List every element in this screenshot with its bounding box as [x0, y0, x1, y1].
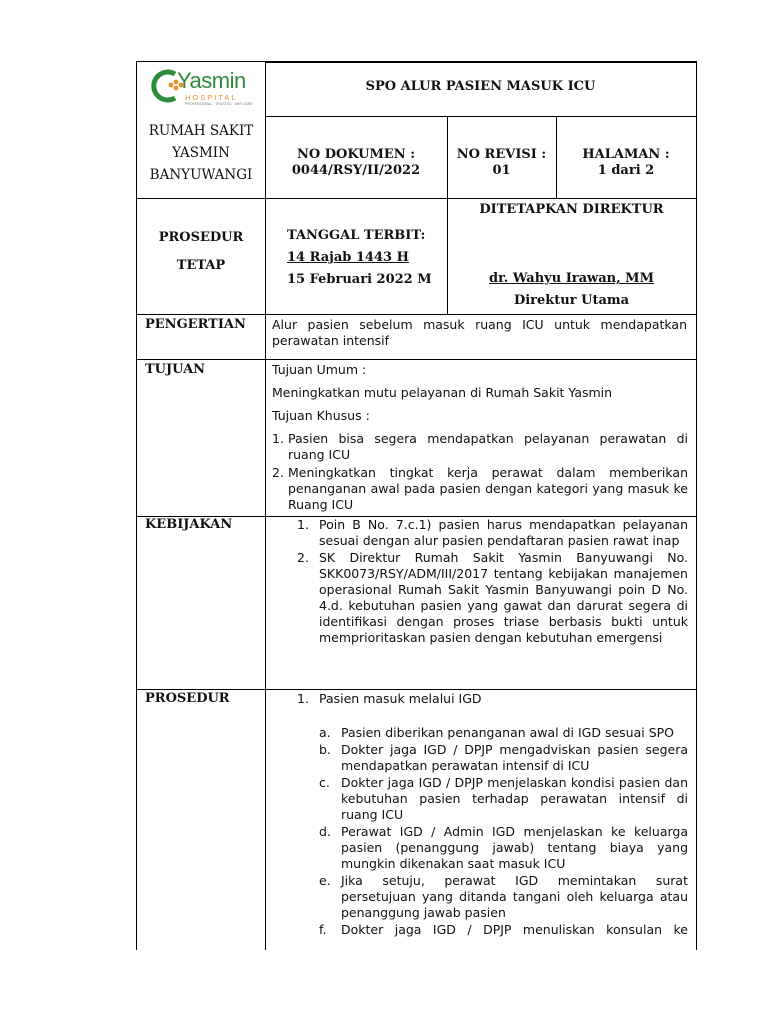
list-item — [319, 873, 688, 921]
list-item — [272, 465, 688, 513]
hospital-name-line: RUMAH SAKIT — [148, 123, 254, 139]
tujuan-khusus-list — [272, 431, 688, 513]
list-item-number: 1. — [272, 431, 284, 446]
section-label-prosedur: PROSEDUR — [145, 691, 230, 706]
hospital-name-line: BANYUWANGI — [149, 167, 253, 183]
list-item-text: Dokter jaga IGD / DPJP menjelaskan kondisi pasien dan kebutuhan pasien terhadap perawatan intensif di ruang ICU — [341, 775, 688, 822]
list-item — [297, 517, 688, 549]
page-number — [556, 147, 696, 179]
row-divider — [137, 359, 696, 360]
list-item-text: Dokter jaga IGD / DPJP menuliskan konsulan ke — [341, 922, 688, 937]
hospital-name-line: YASMIN — [172, 145, 230, 161]
kebijakan-list — [297, 517, 688, 646]
revision-label: NO REVISI : — [456, 147, 547, 162]
logo-subtitle: HOSPITAL — [185, 93, 238, 102]
list-item — [319, 922, 688, 938]
hospital-name — [137, 120, 265, 186]
tujuan-content — [272, 362, 688, 513]
director-name: dr. Wahyu Irawan, MM — [489, 271, 654, 286]
row-divider — [137, 689, 696, 690]
issue-date — [287, 225, 447, 291]
row-divider — [137, 198, 696, 199]
prosedur-content — [297, 691, 688, 938]
doc-number-label: NO DOKUMEN : — [296, 147, 415, 162]
approved-by-label: DITETAPKAN DIREKTUR — [479, 202, 664, 217]
title-divider — [265, 116, 696, 117]
director-title: Direktur Utama — [513, 293, 630, 308]
page-label: HALAMAN : — [582, 147, 670, 162]
doc-number-value: 0044/RSY/II/2022 — [291, 163, 421, 178]
list-item — [272, 431, 688, 463]
row-divider — [265, 62, 696, 63]
issue-date-label: TANGGAL TERBIT: — [287, 228, 426, 243]
revision-value: 01 — [492, 163, 511, 178]
list-item-text: Pasien diberikan penanganan awal di IGD sesuai SPO — [341, 725, 675, 740]
issue-date-hijri: 14 Rajab 1443 H — [287, 250, 409, 265]
list-item-number: 2. — [297, 550, 309, 565]
step-text: Pasien masuk melalui IGD — [319, 691, 482, 706]
list-item-text: Perawat IGD / Admin IGD menjelaskan ke keluarga pasien (penanggung jawab) tentang biaya yang mungkin dikenakan saat masuk ICU — [341, 824, 688, 871]
list-item-letter: b. — [319, 742, 331, 757]
list-item-text: Poin B No. 7.c.1) pasien harus mendapatkan pelayanan sesuai dengan alur pasien pendaftaran pasien rawat inap — [319, 517, 688, 548]
spo-document — [136, 61, 697, 950]
list-item-number: 2. — [272, 465, 284, 480]
logo-wordmark: Yasmin — [177, 68, 246, 93]
document-title: SPO ALUR PASIEN MASUK ICU — [365, 79, 596, 94]
list-item-text: Meningkatkan tingkat kerja perawat dalam memberikan penanganan awal pada pasien dengan kategori yang masuk ke Ruang ICU — [288, 465, 688, 512]
list-item-text: SK Direktur Rumah Sakit Yasmin Banyuwangi No. SKK0073/RSY/ADM/III/2017 tentang kebijakan manajemen operasional Rumah Sakit Yasmin Banyuwangi poin D No. 4.d. kebutuhan pasien yang gawat dan darurat segera di identifikasi dengan proses triase berbasis bukti untuk memprioritaskan pasien dengan kebutuhan emergensi — [319, 550, 688, 645]
tujuan-umum-label: Tujuan Umum : — [272, 362, 367, 377]
hospital-logo — [149, 66, 255, 110]
list-item-text: Jika setuju, perawat IGD memintakan surat persetujuan yang ditanda tangani oleh keluarga atau penanggung jawab pasien — [341, 873, 688, 920]
row-divider — [137, 314, 696, 315]
list-item — [319, 725, 688, 741]
list-item — [319, 775, 688, 823]
section-label-pengertian: PENGERTIAN — [145, 317, 246, 332]
list-item-letter: c. — [319, 775, 330, 790]
doc-number — [265, 147, 447, 179]
tujuan-umum-text: Meningkatkan mutu pelayanan di Rumah Sakit Yasmin — [272, 385, 613, 400]
pengertian-text: Alur pasien sebelum masuk ruang ICU untuk mendapatkan perawatan intensif — [272, 317, 687, 348]
list-item — [319, 742, 688, 774]
list-item-letter: d. — [319, 824, 331, 839]
revision — [447, 147, 556, 179]
procedure-type-line: TETAP — [176, 258, 226, 273]
logo-tagline: PROFESSIONAL · TRUSTED · ARE CARE — [185, 102, 253, 106]
list-item-letter: a. — [319, 725, 331, 740]
page-value: 1 dari 2 — [597, 163, 655, 178]
list-item — [297, 550, 688, 646]
tujuan-khusus-label: Tujuan Khusus : — [272, 408, 370, 423]
list-item-letter: e. — [319, 873, 331, 888]
procedure-type — [137, 224, 265, 280]
column-divider — [265, 62, 266, 950]
procedure-type-line: PROSEDUR — [158, 230, 244, 245]
section-label-tujuan: TUJUAN — [145, 362, 206, 377]
list-item-text: Dokter jaga IGD / DPJP mengadviskan pasien segera mendapatkan perawatan intensif di ICU — [341, 742, 688, 773]
list-item-letter: f. — [319, 922, 327, 937]
prosedur-sub-list — [297, 725, 688, 938]
list-item-text: Pasien bisa segera mendapatkan pelayanan perawatan di ruang ICU — [288, 431, 688, 462]
section-label-kebijakan: KEBIJAKAN — [145, 517, 233, 532]
issue-date-gregorian: 15 Februari 2022 M — [287, 272, 432, 287]
list-item-number: 1. — [297, 517, 309, 532]
prosedur-step — [297, 691, 688, 707]
step-number: 1. — [297, 691, 309, 706]
list-item — [319, 824, 688, 872]
